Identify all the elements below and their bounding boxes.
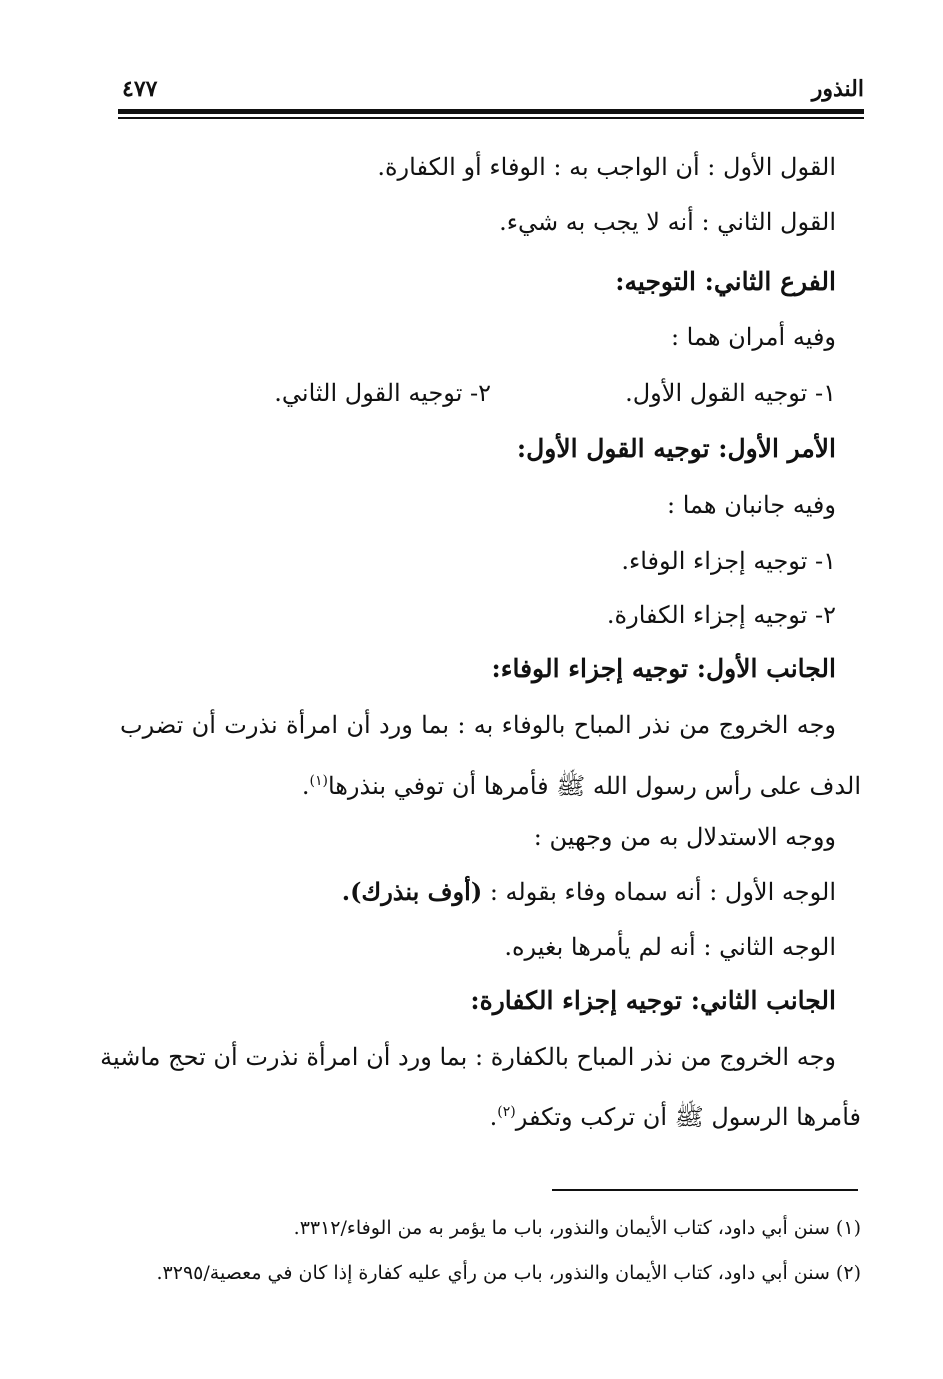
text-line: وفيه أمران هما :: [670, 323, 836, 351]
section-heading: الفرع الثاني: التوجيه:: [615, 267, 836, 296]
text-line: [342, 875, 836, 909]
text-run: .: [489, 1103, 498, 1131]
footnote: (١) سنن أبي داود، كتاب الأيمان والنذور، باب ما يؤمر به من الوفاء/٣٣١٢.: [293, 1217, 861, 1239]
text-line: [302, 764, 861, 803]
text-line: ووجه الاستدلال به من وجهين :: [533, 823, 836, 851]
footnote-separator: [552, 1189, 858, 1191]
list-item: ٢- توجيه القول الثاني.: [274, 379, 491, 407]
text-line: القول الأول : أن الواجب به : الوفاء أو الكفارة.: [377, 153, 836, 181]
section-heading: الجانب الأول: توجيه إجزاء الوفاء:: [491, 654, 836, 683]
chapter-title: النذور: [811, 76, 864, 102]
section-heading: الأمر الأول: توجيه القول الأول:: [516, 434, 836, 463]
quoted-hadith: (أوف بنذرك).: [341, 877, 483, 906]
list-item: ١- توجيه إجزاء الوفاء.: [621, 547, 836, 575]
page-number: ٤٧٧: [122, 76, 158, 102]
text-run: فأمرها الرسول ﷺ أن تركب وتكفر: [515, 1103, 861, 1131]
text-line: وجه الخروج من نذر المباح بالكفارة : بما ورد أن امرأة نذرت أن تحج ماشية: [100, 1043, 836, 1071]
text-line: الوجه الثاني : أنه لم يأمرها بغيره.: [504, 933, 836, 961]
header-rule-thin: [118, 117, 864, 119]
footnote-ref: (١): [309, 773, 328, 789]
header-rule-thick: [118, 109, 864, 114]
text-run: .: [301, 772, 310, 800]
footnote-ref: (٢): [497, 1104, 516, 1120]
text-line: وجه الخروج من نذر المباح بالوفاء به : بما ورد أن امرأة نذرت أن تضرب: [120, 711, 836, 739]
text-line: [490, 1095, 861, 1134]
section-heading: الجانب الثاني: توجيه إجزاء الكفارة:: [470, 986, 836, 1015]
text-line: وفيه جانبان هما :: [667, 491, 836, 519]
running-header: [118, 76, 864, 106]
text-run: الدف على رأس رسول الله ﷺ فأمرها أن توفي بنذرها: [327, 772, 861, 800]
text-run: الوجه الأول : أنه سماه وفاء بقوله :: [489, 878, 836, 906]
list-item: ١- توجيه القول الأول.: [625, 379, 836, 407]
text-line: القول الثاني : أنه لا يجب به شيء.: [499, 208, 836, 236]
list-item: ٢- توجيه إجزاء الكفارة.: [606, 601, 836, 629]
footnote: (٢) سنن أبي داود، كتاب الأيمان والنذور، باب من رأي عليه كفارة إذا كان في معصية/٣٢٩٥.: [156, 1262, 861, 1284]
